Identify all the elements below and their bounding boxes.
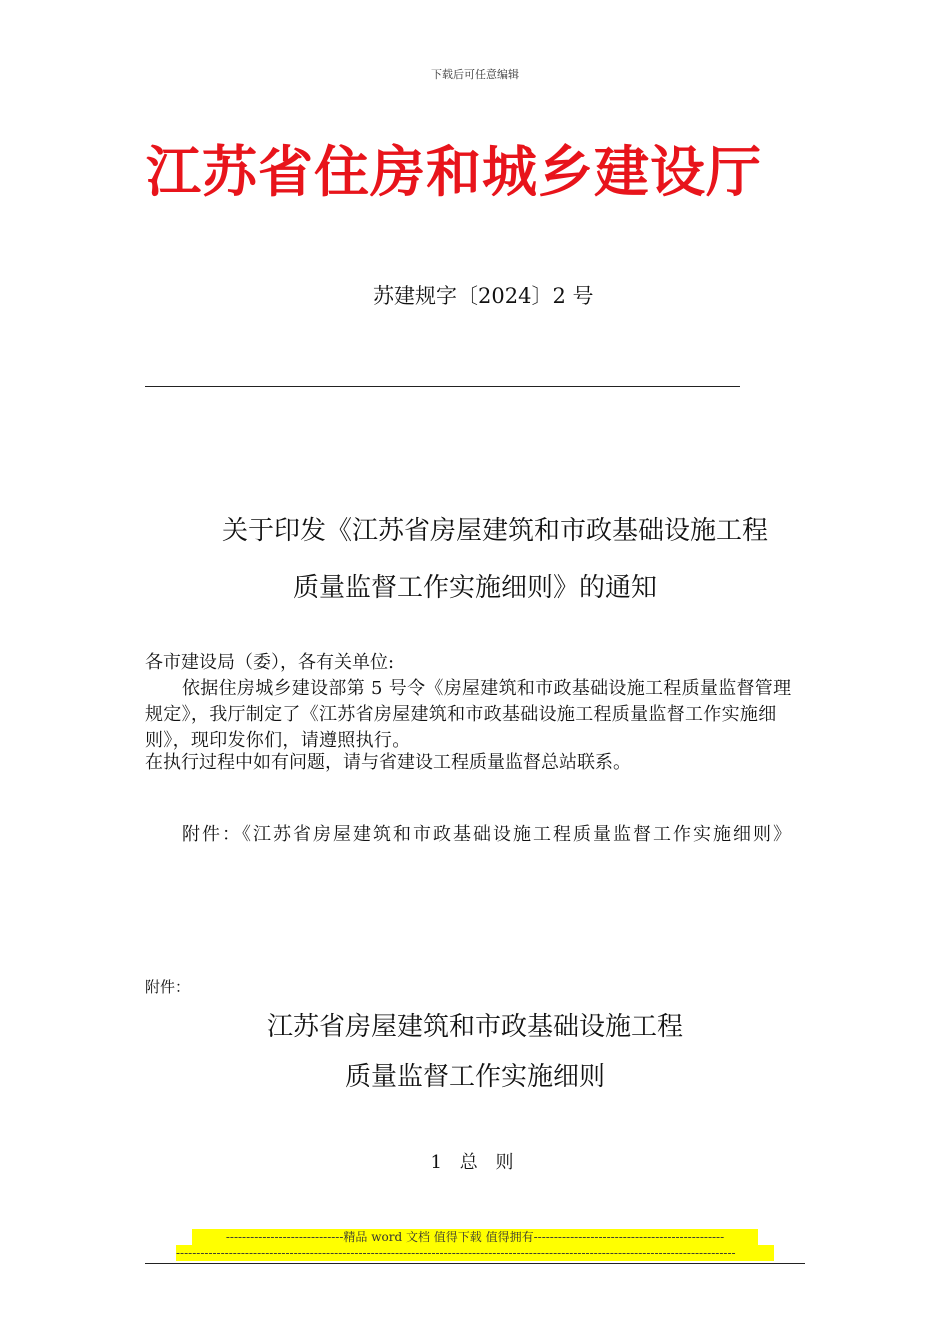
agency-title: 江苏省住房和城乡建设厅 — [146, 140, 763, 204]
chapter-heading: 1 总 则 — [430, 1152, 520, 1173]
attachment-label: 附件： — [145, 978, 191, 996]
header-note: 下载后可任意编辑 — [431, 68, 519, 81]
body-paragraph-1: 依据住房城乡建设部第 5 号令《房屋建筑和市政基础设施工程质量监督管理规定》，我厅制定了《江苏省房屋建筑和市政基础设施工程质量监督工作实施细则》，现印发你们，请遵照执行。 — [145, 678, 792, 751]
attachment-title-line2: 质量监督工作实施细则 — [344, 1062, 605, 1092]
footer-divider — [145, 1263, 805, 1264]
body-paragraph-2: 在执行过程中如有问题，请与省建设工程质量监督总站联系。 — [145, 752, 631, 773]
footer-banner-line1: -----------------------------精品 word 文档 值得下载 值得拥有----------------------------------------------- — [192, 1229, 758, 1245]
attachment-title-line1: 江苏省房屋建筑和市政基础设施工程 — [266, 1012, 683, 1042]
notice-title-line1: 关于印发《江苏省房屋建筑和市政基础设施工程 — [221, 516, 768, 546]
notice-title-line2: 质量监督工作实施细则》的通知 — [292, 573, 657, 603]
footer-banner-line2: ------------------------------------------------------------------------------------------------------------------------------------------ — [176, 1245, 774, 1261]
attachment-reference: 附件：《江苏省房屋建筑和市政基础设施工程质量监督工作实施细则》 — [182, 824, 793, 845]
addressee: 各市建设局（委），各有关单位: — [145, 652, 395, 673]
document-number: 苏建规字〔2024〕2 号 — [373, 284, 594, 308]
header-divider — [145, 386, 740, 387]
